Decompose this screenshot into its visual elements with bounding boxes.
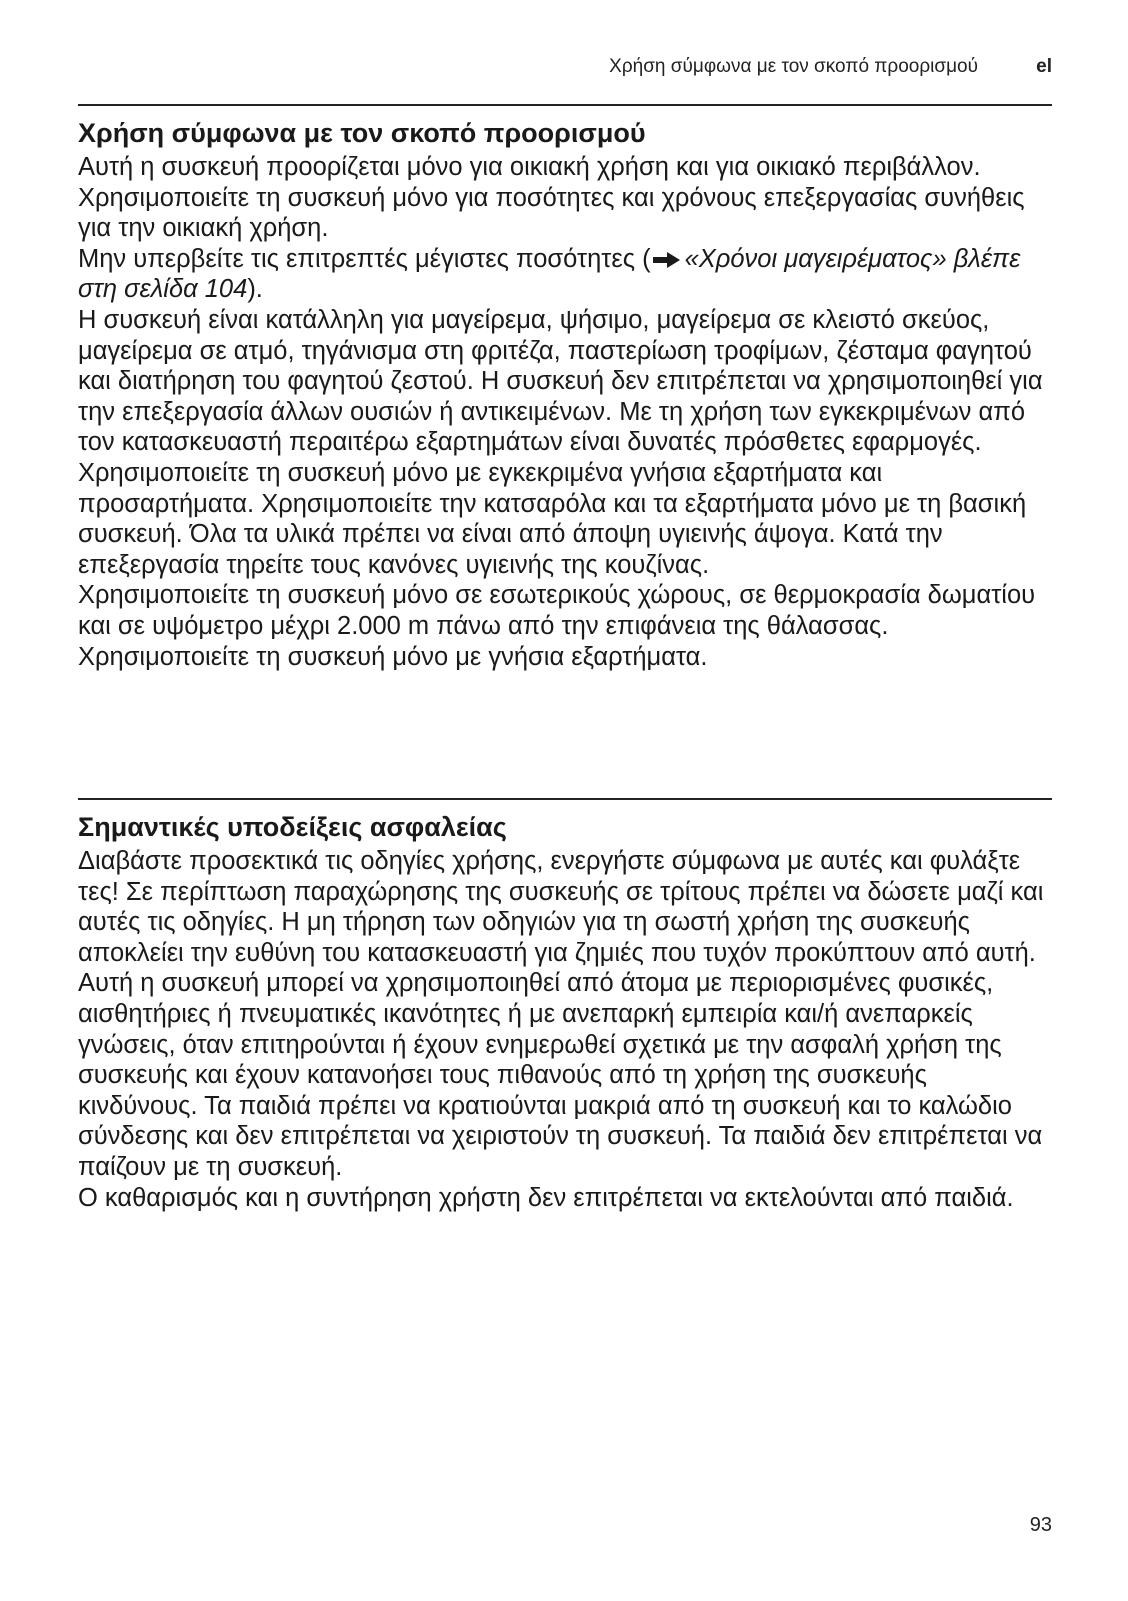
paragraph: Χρησιμοποιείτε τη συσκευή μόνο σε εσωτερικούς χώρους, σε θερμοκρασία δωματίου και σε υψόμετρο μέχρι 2.000 m πάνω από την επιφάνεια της θάλασσας. [78, 581, 1036, 640]
paragraph: Αυτή η συσκευή μπορεί να χρησιμοποιηθεί από άτομα με περιορισμένες φυσικές, αισθητήριες ή πνευματικές ικανότητες ή με ανεπαρκή εμπειρία και/ή ανεπαρκείς γνώσεις, όταν επιτηρούνται ή έχουν ενημερωθεί σχετικά με την ασφαλή χρήση της συσκευής και έχουν κατανοήσει τους πιθανούς από τη χρήση της συσκευής κινδύνους. Τα παιδιά πρέπει να κρατιούνται μακριά από τη συσκευή και το καλώδιο σύνδεσης και δεν επιτρέπεται να χειριστούν τη συσκευή. Τα παιδιά δεν επιτρέπεται να παίζουν με τη συσκευή. [78, 969, 1043, 1181]
paragraph: Αυτή η συσκευή προορίζεται μόνο για οικιακή χρήση και για οικιακό περιβάλλον. Χρησιμοποιείτε τη συσκευή μόνο για ποσότητες και χρόνους επεξεργασίας συνήθεις για την οικιακή χρήση. [78, 153, 1025, 243]
arrow-right-icon [653, 253, 681, 267]
running-header [78, 56, 1052, 82]
paragraph: Η συσκευή είναι κατάλληλη για μαγείρεμα, ψήσιμο, μαγείρεμα σε κλειστό σκεύος, μαγείρεμα σε ατμό, τηγάνισμα στη φριτέζα, παστερίωση τροφίμων, ζέσταμα φαγητού και διατήρηση του φαγητού ζεστού. Η συσκευή δεν επιτρέπεται να χρησιμοποιηθεί για την επεξεργασία άλλων ουσιών ή αντικειμένων. Με τη χρήση των εγκεκριμένων από τον κατασκευαστή περαιτέρω εξαρτημάτων είναι δυνατές πρόσθετες εφαρμογές. Χρησιμοποιείτε τη συσκευή μόνο με εγκεκριμένα γνήσια εξαρτήματα και προσαρτήματα. Χρησιμοποιείτε την κατσαρόλα και τα εξαρτήματα μόνο με τη βασική συσκευή. Όλα τα υλικά πρέπει να είναι από άποψη υγιεινής άψογα. Κατά την επεξεργασία τηρείτε τους κανόνες υγιεινής της κουζίνας. [78, 305, 1043, 579]
section-intended-use [78, 104, 1052, 672]
section-heading: Σημαντικές υποδείξεις ασφαλείας [78, 812, 507, 842]
paragraph-text: Μην υπερβείτε τις επιτρεπτές μέγιστες ποσότητες ( [78, 244, 651, 273]
paragraph: Διαβάστε προσεκτικά τις οδηγίες χρήσης, ενεργήστε σύμφωνα με αυτές και φυλάξτε τες! Σε περίπτωση παραχώρησης της συσκευής σε τρίτους πρέπει να δώσετε μαζί και αυτές τις οδηγίες. Η μη τήρηση των οδηγιών για τη σωστή χρήση της συσκευής αποκλείει την ευθύνη του κατασκευαστή για ζημιές που τυχόν προκύπτουν από αυτή. [78, 847, 1044, 967]
section-heading: Χρήση σύμφωνα με τον σκοπό προορισμού [78, 118, 646, 148]
page-number: 93 [1029, 1514, 1052, 1536]
section-divider [78, 798, 1052, 800]
cross-reference-link[interactable]: «Χρόνοι μαγειρέματος» βλέπε στη σελίδα 104 [78, 244, 1021, 304]
paragraph-with-cross-reference [78, 244, 1052, 305]
paragraph-text: ). [247, 275, 263, 304]
paragraph: Ο καθαρισμός και η συντήρηση χρήστη δεν επιτρέπεται να εκτελούνται από παιδιά. [78, 1183, 1014, 1212]
paragraph: Χρησιμοποιείτε τη συσκευή μόνο με γνήσια εξαρτήματα. [78, 642, 708, 671]
running-header-title: Χρήση σύμφωνα με τον σκοπό προορισμού [609, 56, 978, 77]
section-divider [78, 104, 1052, 106]
language-code: el [1036, 56, 1052, 77]
section-safety-instructions [78, 798, 1052, 1213]
